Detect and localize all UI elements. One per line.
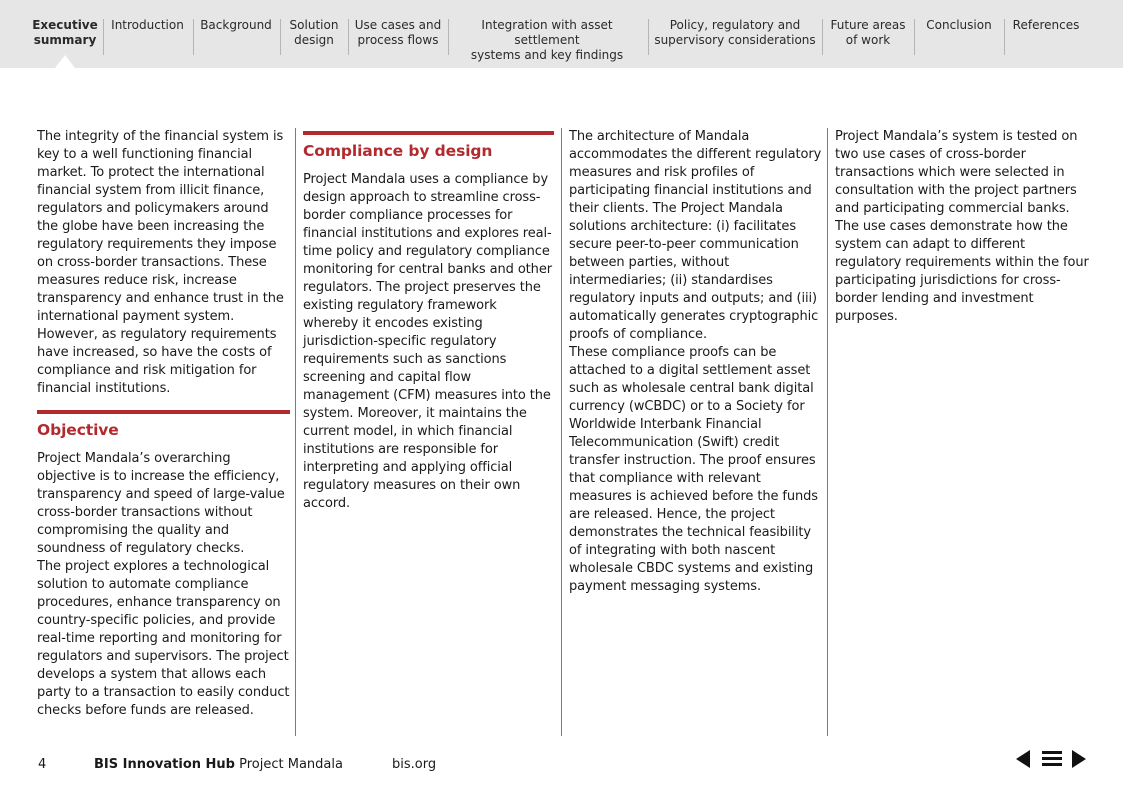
nav-divider — [822, 19, 823, 55]
tab-future-areas[interactable]: Future areas of work — [830, 18, 906, 47]
footer-brand: BIS Innovation Hub — [94, 757, 235, 772]
active-tab-indicator — [55, 55, 75, 68]
menu-icon[interactable] — [1042, 751, 1062, 767]
objective-paragraph-2: The project explores a technological solution to automate compliance procedures, enhance transparency on country-specific policies, and provide real-time reporting and monitoring for regulators and supervisors. The project develops a system that allows each party to a transaction to easily conduct checks before funds are released. — [37, 559, 290, 718]
architecture-paragraph: The architecture of Mandala accommodates the different regulatory measures and risk profiles of participating financial institutions and their clients. The Project Mandala solutions architecture: (i) facilitates secure peer-to-peer communication between parties, without intermediaries; (ii) standardises regulatory inputs and outputs; and (iii) automatically generates cryptographic proofs of compliance. — [569, 129, 822, 342]
tab-references[interactable]: References — [1012, 18, 1080, 32]
compliance-heading: Compliance by design — [303, 142, 493, 160]
tab-executive-summary[interactable]: Executive summary — [32, 18, 98, 47]
compliance-paragraph: Project Mandala uses a compliance by design approach to streamline cross-border compliance processes for financial institutions and explores real-time policy and regulatory compliance monitoring for central banks and other regulators. The project preserves the existing regulatory framework whereby it encodes existing jurisdiction-specific regulatory requirements such as sanctions screening and capital flow management (CFM) measures into the system. Moreover, it maintains the current model, in which financial institutions are responsible for interpreting and applying official regulatory measures on their own accord. — [303, 172, 552, 511]
tab-policy-regulatory[interactable]: Policy, regulatory and supervisory considerations — [654, 18, 816, 47]
page-number: 4 — [38, 757, 47, 772]
intro-paragraph: The integrity of the financial system is key to a well functioning financial market. To protect the international financial system from illicit finance, regulators and policymakers around the globe have been increasing the regulatory requirements they impose on cross-border transactions. These measures reduce risk, increase transparency and enhance trust in the international payment system. However, as regulatory requirements have increased, so have the costs of compliance and risk mitigation for financial institutions. — [37, 129, 284, 396]
tab-use-cases[interactable]: Use cases and process flows — [354, 18, 442, 47]
nav-divider — [914, 19, 915, 55]
column-4 — [835, 128, 1089, 326]
nav-divider — [648, 19, 649, 55]
tab-integration[interactable]: Integration with asset settlement systems and key findings — [470, 18, 624, 62]
nav-divider — [280, 19, 281, 55]
tab-conclusion[interactable]: Conclusion — [926, 18, 992, 32]
nav-divider — [448, 19, 449, 55]
column-2 — [303, 131, 554, 513]
previous-page-icon[interactable] — [1016, 750, 1030, 768]
tab-background[interactable]: Background — [200, 18, 272, 32]
tab-introduction[interactable]: Introduction — [111, 18, 184, 32]
footer-title — [94, 757, 343, 773]
tab-solution-design[interactable]: Solution design — [289, 18, 339, 47]
column-3 — [569, 128, 822, 596]
column-1 — [37, 128, 290, 720]
section-rule — [37, 410, 290, 414]
footer-site-link[interactable]: bis.org — [392, 757, 437, 772]
top-navigation — [0, 0, 1123, 68]
nav-divider — [1004, 19, 1005, 55]
page-navigation — [1014, 749, 1090, 769]
section-rule — [303, 131, 554, 135]
objective-paragraph-1: Project Mandala’s overarching objective is to increase the efficiency, transparency and speed of large-value cross-border transactions without compromising the quality and soundness of regulatory checks. — [37, 451, 285, 556]
use-cases-paragraph: Project Mandala’s system is tested on two use cases of cross-border transactions which were selected in consultation with the project partners and participating commercial banks. The use cases demonstrate how the system can adapt to different regulatory requirements within the four participating jurisdictions for cross-border lending and investment purposes. — [835, 129, 1089, 324]
nav-divider — [348, 19, 349, 55]
footer-project: Project Mandala — [234, 757, 343, 772]
column-divider — [295, 128, 296, 736]
next-page-icon[interactable] — [1072, 750, 1086, 768]
nav-divider — [193, 19, 194, 55]
column-divider — [827, 128, 828, 736]
nav-divider — [103, 19, 104, 55]
compliance-proofs-paragraph: These compliance proofs can be attached to a digital settlement asset such as wholesale central bank digital currency (wCBDC) or to a Society for Worldwide Interbank Financial Telecommunication (Swift) credit transfer instruction. The proof ensures that compliance with relevant measures is achieved before the funds are released. Hence, the project demonstrates the technical feasibility of integrating with both nascent wholesale CBDC systems and existing payment messaging systems. — [569, 345, 818, 594]
objective-heading: Objective — [37, 421, 119, 439]
column-divider — [561, 128, 562, 736]
